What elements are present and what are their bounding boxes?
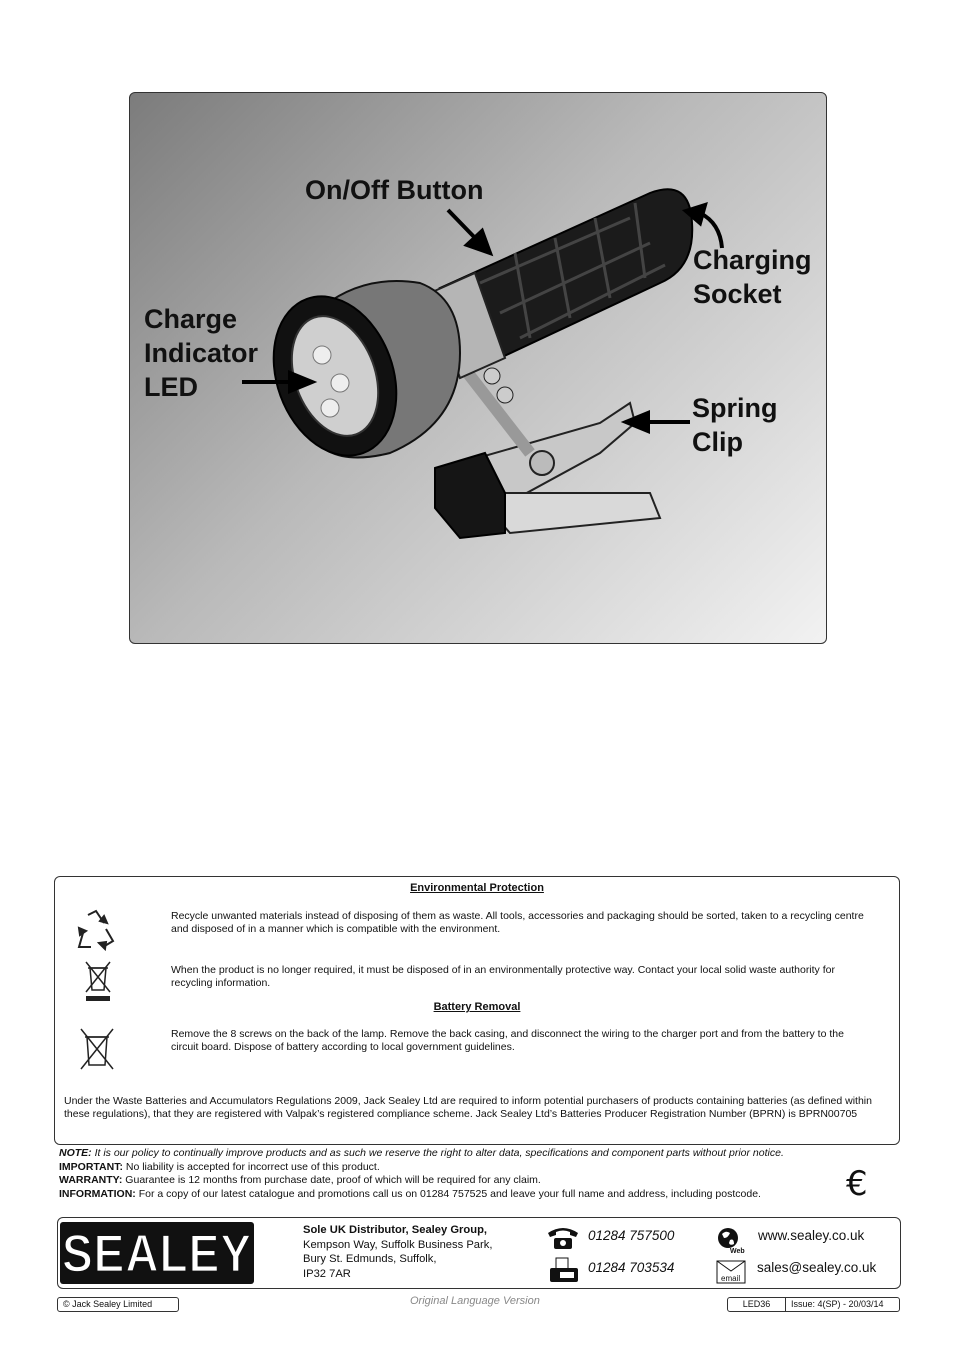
fax-number[interactable]: 01284 703534 xyxy=(588,1260,675,1275)
recycle-text: Recycle unwanted materials instead of disposing of them as waste. All tools, accessories and packaging should be sorted, taken to a recycling centre and disposed of in a manner which is compatible with the environment. xyxy=(171,910,864,935)
warranty-line xyxy=(59,1174,859,1188)
email-envelope-icon xyxy=(716,1260,746,1289)
battery-bin-icon xyxy=(77,1027,117,1075)
disposal-text: When the product is no longer required, it must be disposed of in an environmentally protective way. Contact your local solid waste authority for recycling information. xyxy=(171,964,835,989)
important-text: No liability is accepted for incorrect use of this product. xyxy=(122,1160,380,1173)
battery-removal-heading: Battery Removal xyxy=(433,1001,521,1013)
battery-regulations-text: Under the Waste Batteries and Accumulators Regulations 2009, Jack Sealey Ltd are required to inform potential purchasers of products containing batteries (as defined within these regulations), that they are registered with Valpak’s registered compliance scheme. Jack Sealey Ltd’s Batteries Producer Registration Number (BPRN) is BPRN00705 xyxy=(64,1095,872,1120)
footer-contact-box xyxy=(57,1217,901,1289)
address-line-1: Kempson Way, Suffolk Business Park, xyxy=(303,1238,493,1251)
note-label: NOTE: xyxy=(59,1147,92,1159)
sealey-logo xyxy=(60,1222,254,1284)
information-label: INFORMATION: xyxy=(59,1187,136,1200)
important-label: IMPORTANT: xyxy=(59,1160,123,1173)
address-line-3: IP32 7AR xyxy=(303,1267,351,1280)
important-line xyxy=(59,1161,859,1175)
email-link[interactable]: sales@sealey.co.uk xyxy=(757,1260,877,1275)
model-issue-box xyxy=(727,1297,900,1312)
lamp-head-graphic xyxy=(252,279,460,473)
warranty-text: Guarantee is 12 months from purchase date, proof of which will be required for any claim. xyxy=(122,1174,541,1187)
issue-date: Issue: 4(SP) - 20/03/14 xyxy=(791,1299,884,1309)
distributor-name: Sole UK Distributor, Sealey Group, xyxy=(303,1224,488,1236)
environmental-protection-box xyxy=(54,876,900,1145)
battery-removal-text: Remove the 8 screws on the back of the lamp. Remove the back casing, and disconnect the wiring to the charger port and from the battery to the circuit board. Dispose of battery according to local government guidelines. xyxy=(171,1028,844,1053)
recycle-icon xyxy=(73,909,119,955)
telephone-icon xyxy=(546,1225,580,1256)
web-icon-label: Web xyxy=(730,1248,745,1254)
ce-mark: € xyxy=(846,1164,868,1204)
web-globe-icon xyxy=(716,1226,748,1259)
warranty-label: WARRANTY: xyxy=(59,1174,123,1187)
information-line xyxy=(59,1188,859,1202)
label-on-off-button: On/Off Button xyxy=(305,175,484,205)
label-charge-indicator-led: Charge Indicator LED xyxy=(144,304,259,402)
product-photo-panel xyxy=(129,92,827,644)
label-spring-clip: Spring Clip xyxy=(692,393,778,457)
note-line xyxy=(59,1147,859,1161)
note-text: It is our policy to continually improve products and as such we reserve the right to alter data, specifications and component parts without prior notice. xyxy=(91,1147,784,1159)
fax-icon xyxy=(548,1256,580,1289)
env-heading: Environmental Protection xyxy=(410,882,544,894)
model-number: LED36 xyxy=(728,1298,786,1311)
language-version: Original Language Version xyxy=(410,1295,540,1307)
spring-clip-graphic xyxy=(435,363,660,538)
information-text: For a copy of our latest catalogue and promotions call us on 01284 757525 and leave your full name and address, including postcode. xyxy=(135,1187,761,1200)
label-charging-socket: Charging Socket xyxy=(693,245,812,309)
notes-block xyxy=(59,1147,859,1201)
phone-number[interactable]: 01284 757500 xyxy=(588,1228,675,1243)
weee-bin-icon xyxy=(82,960,114,1006)
email-icon-label: email xyxy=(721,1274,741,1283)
logo-text: SEALEY xyxy=(61,1223,253,1283)
copyright-box: © Jack Sealey Limited xyxy=(57,1297,179,1312)
distributor-address xyxy=(303,1223,492,1281)
handle-graphic xyxy=(430,189,692,378)
address-line-2: Bury St. Edmunds, Suffolk, xyxy=(303,1253,437,1265)
website-link[interactable]: www.sealey.co.uk xyxy=(758,1228,865,1243)
